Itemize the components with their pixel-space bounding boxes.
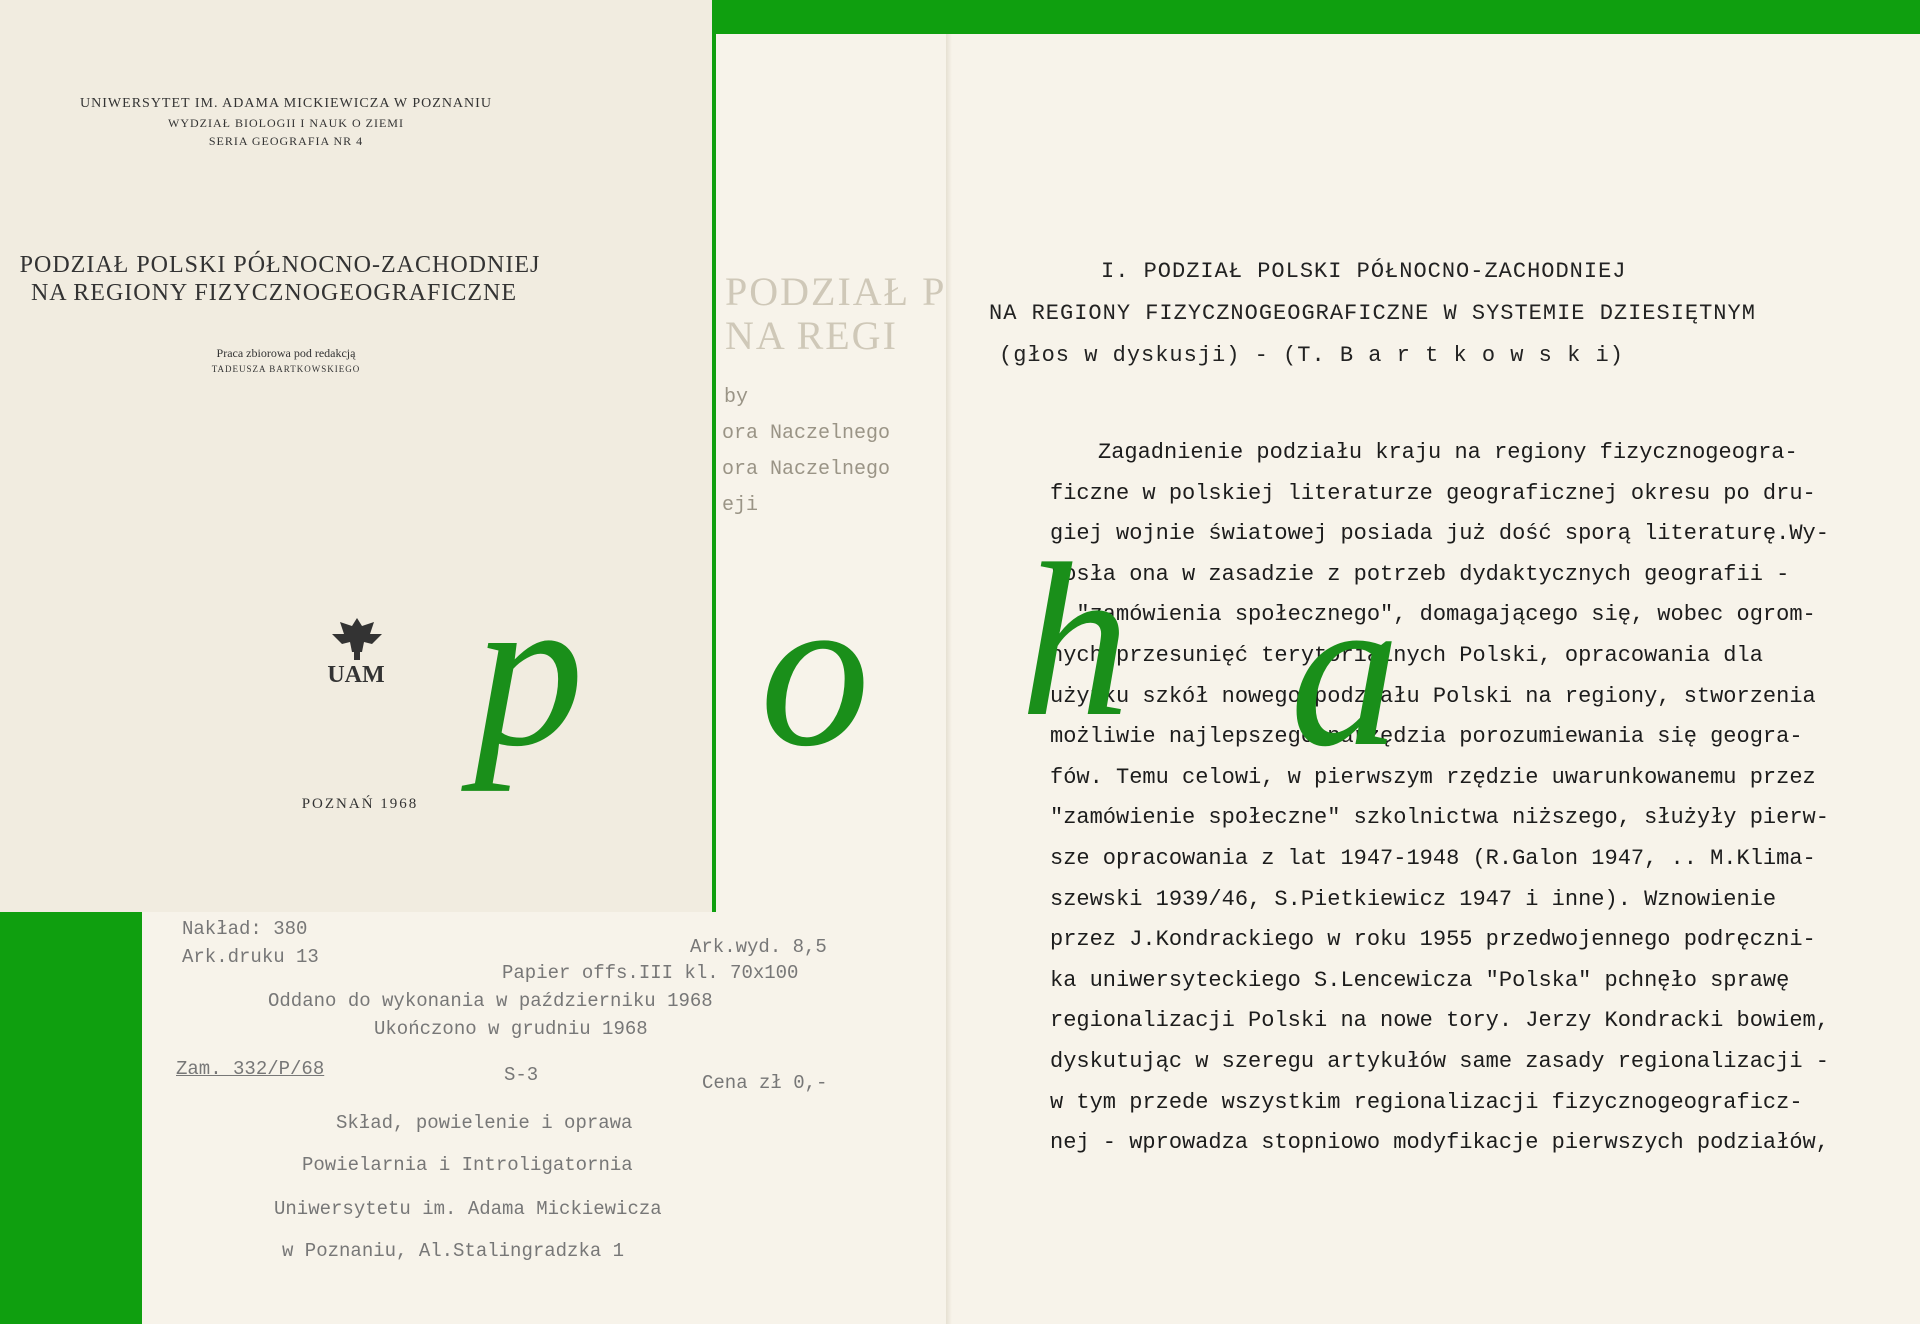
colophon-sklad-4: w Poznaniu, Al.Stalingradzka 1 <box>282 1240 625 1262</box>
heading-line-2: NA REGIONY FIZYCZNOGEOGRAFICZNE W SYSTEMIE DZIESIĘTNYM <box>989 301 1756 326</box>
colophon-ark-druku: Ark.druku 13 <box>182 946 319 968</box>
overlay-letter-o: o <box>760 548 870 792</box>
article-line: rosła ona w zasadzie z potrzeb dydaktycznych geografii - <box>1050 561 1790 587</box>
cover-faculty: WYDZIAŁ BIOLOGII I NAUK O ZIEMI <box>168 116 404 130</box>
colophon <box>142 912 828 1324</box>
overlay-letter-a: a <box>1290 548 1400 792</box>
article-line: "zamówienie społeczne" szkolnictwa niższego, służyły pierw- <box>1050 805 1829 831</box>
article-line: przez J.Kondrackiego w roku 1955 przedwojennego podręczni- <box>1050 927 1816 953</box>
cover-title-line-2: NA REGIONY FIZYCZNOGEOGRAFICZNE <box>30 280 518 306</box>
ghost-bleed-text: by ora Naczelnego ora Naczelnego eji <box>722 386 891 517</box>
book-cover <box>0 0 716 912</box>
colophon-oddano: Oddano do wykonania w październiku 1968 <box>268 990 713 1012</box>
colophon-sklad-1: Skład, powielenie i oprawa <box>336 1112 633 1134</box>
green-background-left <box>0 906 142 1324</box>
article-line: szewski 1939/46, S.Pietkiewicz 1947 i inne). Wznowienie <box>1050 886 1777 912</box>
colophon-sklad-2: Powielarnia i Introligatornia <box>302 1154 633 1176</box>
cover-logo-text: UAM <box>327 662 385 688</box>
article-line: z "zamówienia społecznego", domagającego się, wobec ogrom- <box>1050 602 1816 628</box>
cover-university: UNIWERSYTET IM. ADAMA MICKIEWICZA W POZNANIU <box>80 96 492 111</box>
colophon-s3: S-3 <box>504 1064 539 1086</box>
article-line: Zagadnienie podziału kraju na regiony fizycznogeogra- <box>1098 440 1798 465</box>
colophon-cena: Cena zł 0,- <box>702 1072 828 1094</box>
article-line: ficzne w polskiej literaturze geograficznej okresu po dru- <box>1050 480 1816 506</box>
article-line: ka uniwersyteckiego S.Lencewicza "Polska" pchnęło sprawę <box>1050 967 1790 993</box>
ghost-title-text: PODZIAŁ P NA REGI <box>725 269 947 358</box>
article-body <box>1050 440 1910 1171</box>
heading-line-3: (głos w dyskusji) - (T. B a r t k o w s k i) <box>999 343 1624 368</box>
cover-editor-line-2: TADEUSZA BARTKOWSKIEGO <box>211 364 361 374</box>
cover-title-line-1: PODZIAŁ POLSKI PÓŁNOCNO-ZACHODNIEJ <box>19 252 541 278</box>
article-line: nej - wprowadza stopniowo modyfikacje pierwszych podziałów, <box>1050 1130 1829 1156</box>
article-line: nych przesunięć terytorialnych Polski, opracowania dla <box>1050 642 1763 668</box>
green-background-top <box>716 0 1920 34</box>
colophon-ukonczono: Ukończono w grudniu 1968 <box>374 1018 648 1040</box>
overlay-letter-h: h <box>1020 518 1130 762</box>
article-line: regionalizacji Polski na nowe tory. Jerzy Kondracki bowiem, <box>1050 1008 1829 1034</box>
overlay-letter-p: p <box>474 548 584 792</box>
article-line: giej wojnie światowej posiada już dość sporą literaturę.Wy- <box>1050 521 1829 547</box>
article-line: fów. Temu celowi, w pierwszym rzędzie uwarunkowanemu przez <box>1050 764 1816 790</box>
colophon-naklad: Nakład: 380 <box>182 918 308 940</box>
colophon-papier: Papier offs.III kl. 70x100 <box>502 962 799 984</box>
colophon-zam: Zam. 332/P/68 <box>176 1058 325 1080</box>
cover-place-year: POZNAŃ 1968 <box>301 796 419 812</box>
article-line: w tym przede wszystkim regionalizacji fizycznogeograficz- <box>1050 1089 1803 1115</box>
colophon-ark-wyd: Ark.wyd. 8,5 <box>690 936 827 958</box>
cover-editor-line-1: Praca zbiorowa pod redakcją <box>216 346 356 360</box>
cover-series: SERIA GEOGRAFIA NR 4 <box>208 134 364 148</box>
article-line: możliwie najlepszego narzędzia porozumiewania się geogra- <box>1050 724 1803 750</box>
heading-line-1: I. PODZIAŁ POLSKI PÓŁNOCNO-ZACHODNIEJ <box>1101 259 1627 284</box>
article-line: dyskutując w szeregu artykułów same zasady regionalizacji - <box>1050 1048 1829 1074</box>
article-line: użytku szkół nowego podziału Polski na regiony, stworzenia <box>1050 683 1816 709</box>
colophon-sklad-3: Uniwersytetu im. Adama Mickiewicza <box>274 1198 662 1220</box>
article-line: sze opracowania z lat 1947-1948 (R.Galon 1947, .. M.Klima- <box>1050 845 1816 871</box>
